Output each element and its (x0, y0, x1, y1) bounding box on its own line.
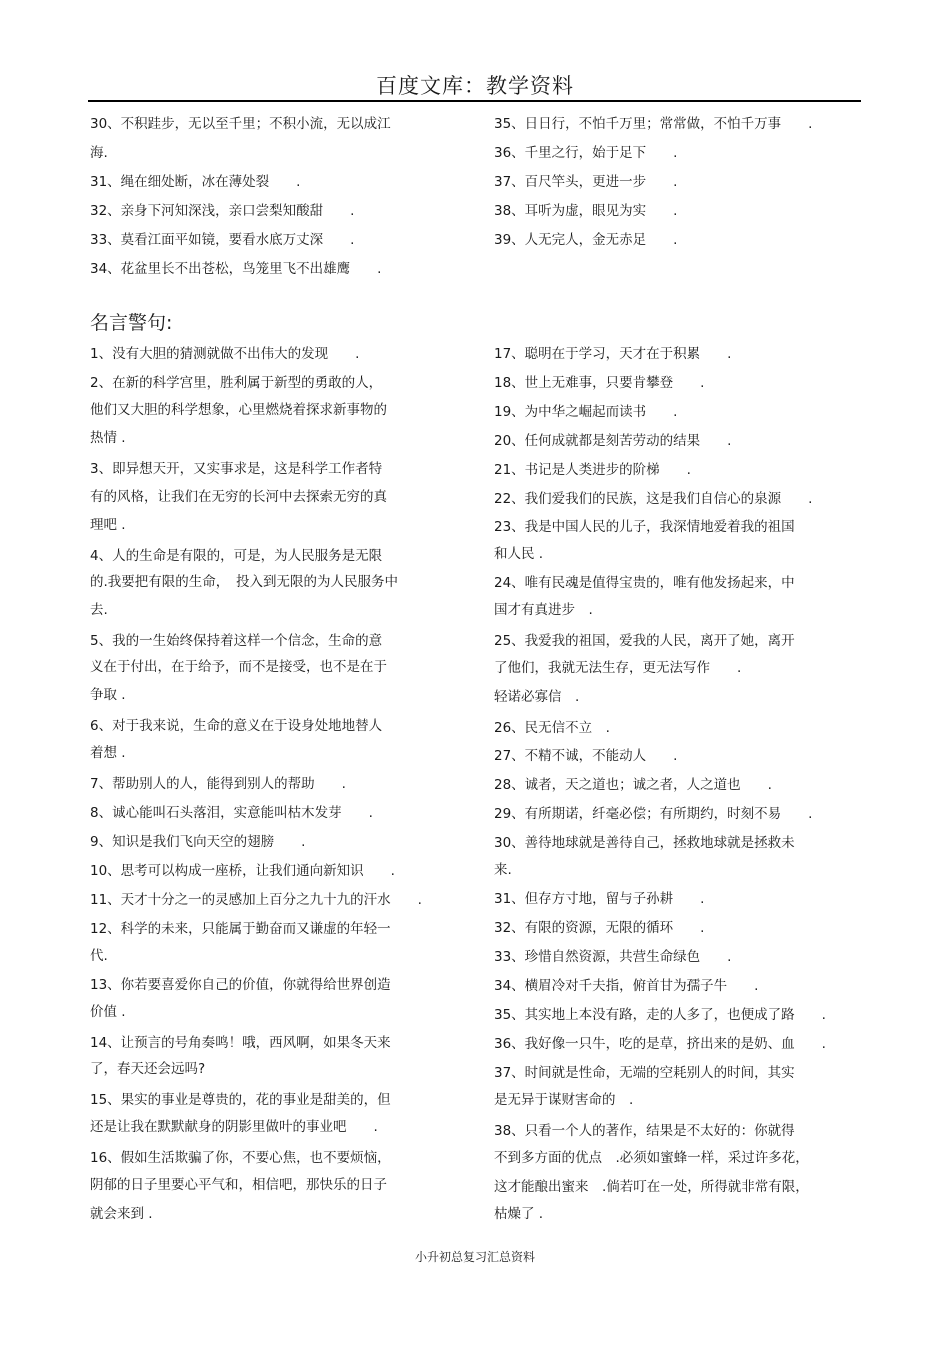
text-line: 17、聪明在于学习，天才在于积累 . (494, 346, 732, 362)
text-line: 32、有限的资源，无限的循环 . (494, 920, 705, 936)
text-line: 20、任何成就都是刻苦劳动的结果 . (494, 433, 732, 449)
text-line: 18、世上无难事，只要肯攀登 . (494, 375, 705, 391)
text-line: 这才能酿出蜜来 .倘若叮在一处，所得就非常有限， (494, 1179, 809, 1195)
text-line: 34、花盆里长不出苍松，鸟笼里飞不出雄鹰 . (90, 261, 382, 277)
text-line: 着想 . (90, 745, 126, 761)
text-line: 义在于付出，在于给予，而不是接受，也不是在于 (90, 659, 387, 675)
text-line: 12、科学的未来，只能属于勤奋而又谦虚的年轻一 (90, 921, 391, 937)
text-line: 3、即异想天开，又实事求是，这是科学工作者特 (90, 461, 383, 477)
text-line: 11、天才十分之一的灵感加上百分之九十九的汗水 . (90, 892, 422, 908)
text-line: 22、我们爱我们的民族，这是我们自信心的泉源 . (494, 491, 813, 507)
text-line: 36、千里之行，始于足下 . (494, 145, 678, 161)
text-line: 33、珍惜自然资源，共营生命绿色 . (494, 949, 732, 965)
text-line: 27、不精不诚，不能动人 . (494, 748, 678, 764)
text-line: 就会来到 . (90, 1206, 153, 1222)
text-line: 28、诚者，天之道也；诚之者，人之道也 . (494, 777, 772, 793)
text-line: 9、知识是我们飞向天空的翅膀 . (90, 834, 306, 850)
text-line: 34、横眉冷对千夫指，俯首甘为孺子牛 . (494, 978, 759, 994)
text-line: 36、我好像一只牛，吃的是草，挤出来的是奶、血 . (494, 1036, 826, 1052)
text-line: 38、耳听为虚，眼见为实 . (494, 203, 678, 219)
text-line: 不到多方面的优点 .必须如蜜蜂一样，采过许多花， (494, 1150, 809, 1166)
section-title: 名言警句: (90, 312, 173, 334)
text-line: 枯燥了 . (494, 1206, 544, 1222)
text-line: 1、没有大胆的猜测就做不出伟大的发现 . (90, 346, 360, 362)
text-line: 7、帮助别人的人，能得到别人的帮助 . (90, 776, 346, 792)
text-line: 29、有所期诺，纤毫必偿；有所期约，时刻不易 . (494, 806, 813, 822)
text-line: 31、但存方寸地，留与子孙耕 . (494, 891, 705, 907)
text-line: 21、书记是人类进步的阶梯 . (494, 462, 691, 478)
text-line: 是无异于谋财害命的 . (494, 1092, 634, 1108)
text-line: 16、假如生活欺骗了你，不要心焦，也不要烦恼， (90, 1150, 391, 1166)
text-line: 6、对于我来说，生命的意义在于设身处地地替人 (90, 718, 383, 734)
text-line: 13、你若要喜爱你自己的价值，你就得给世界创造 (90, 977, 391, 993)
text-line: 32、亲身下河知深浅，亲口尝梨知酸甜 . (90, 203, 355, 219)
text-line: 理吧 . (90, 517, 126, 533)
text-line: 热情 . (90, 430, 126, 446)
text-line: 30、不积跬步，无以至千里；不积小流，无以成江 (90, 116, 391, 132)
text-line: 33、莫看江面平如镜，要看水底万丈深 . (90, 232, 355, 248)
text-line: 4、人的生命是有限的，可是，为人民服务是无限 (90, 548, 383, 564)
text-line: 价值 . (90, 1004, 126, 1020)
text-line: 轻诺必寡信 . (494, 689, 580, 705)
text-line: 23、我是中国人民的儿子，我深情地爱着我的祖国 (494, 519, 795, 535)
text-line: 35、其实地上本没有路，走的人多了，也便成了路 . (494, 1007, 826, 1023)
text-line: 14、让预言的号角奏鸣！哦，西风啊，如果冬天来 (90, 1035, 391, 1051)
text-line: 8、诚心能叫石头落泪，实意能叫枯木发芽 . (90, 805, 373, 821)
text-line: 的.我要把有限的生命， 投入到无限的为人民服务中 (90, 574, 399, 590)
text-line: 26、民无信不立 . (494, 720, 610, 736)
text-line: 37、百尺竿头，更进一步 . (494, 174, 678, 190)
page-footer: 小升初总复习汇总资料 (414, 1250, 535, 1264)
text-line: 15、果实的事业是尊贵的，花的事业是甜美的，但 (90, 1092, 391, 1108)
text-line: 争取 . (90, 687, 126, 703)
text-line: 25、我爱我的祖国，爱我的人民，离开了她，离开 (494, 633, 795, 649)
text-line: 了，春天还会远吗? (90, 1061, 206, 1077)
text-line: 19、为中华之崛起而读书 . (494, 404, 678, 420)
text-line: 24、唯有民魂是值得宝贵的，唯有他发扬起来，中 (494, 575, 795, 591)
text-line: 39、人无完人，金无赤足 . (494, 232, 678, 248)
text-line: 30、善待地球就是善待自己，拯救地球就是拯救未 (494, 835, 795, 851)
text-line: 去. (90, 602, 108, 618)
text-line: 31、绳在细处断，冰在薄处裂 . (90, 174, 301, 190)
text-line: 有的风格，让我们在无穷的长河中去探索无穷的真 (90, 489, 387, 505)
text-line: 5、我的一生始终保持着这样一个信念，生命的意 (90, 633, 383, 649)
text-line: 35、日日行，不怕千万里；常常做，不怕千万事 . (494, 116, 813, 132)
text-line: 38、只看一个人的著作，结果是不太好的：你就得 (494, 1123, 795, 1139)
text-line: 10、思考可以构成一座桥，让我们通向新知识 . (90, 863, 395, 879)
text-line: 海. (90, 145, 108, 161)
text-line: 和人民 . (494, 546, 544, 562)
text-line: 来. (494, 862, 512, 878)
text-line: 代. (90, 948, 108, 964)
text-line: 了他们，我就无法生存，更无法写作 . (494, 660, 742, 676)
text-line: 2、在新的科学宫里，胜利属于新型的勇敢的人， (90, 375, 383, 391)
header-divider (88, 100, 861, 102)
page-header-title: 百度文库：教学资料 (376, 74, 574, 98)
text-line: 还是让我在默默献身的阴影里做叶的事业吧 . (90, 1119, 378, 1135)
text-line: 国才有真进步 . (494, 602, 593, 618)
text-line: 他们又大胆的科学想象，心里燃烧着探求新事物的 (90, 402, 387, 418)
text-line: 阴郁的日子里要心平气和，相信吧，那快乐的日子 (90, 1177, 387, 1193)
text-line: 37、时间就是性命，无端的空耗别人的时间，其实 (494, 1065, 795, 1081)
